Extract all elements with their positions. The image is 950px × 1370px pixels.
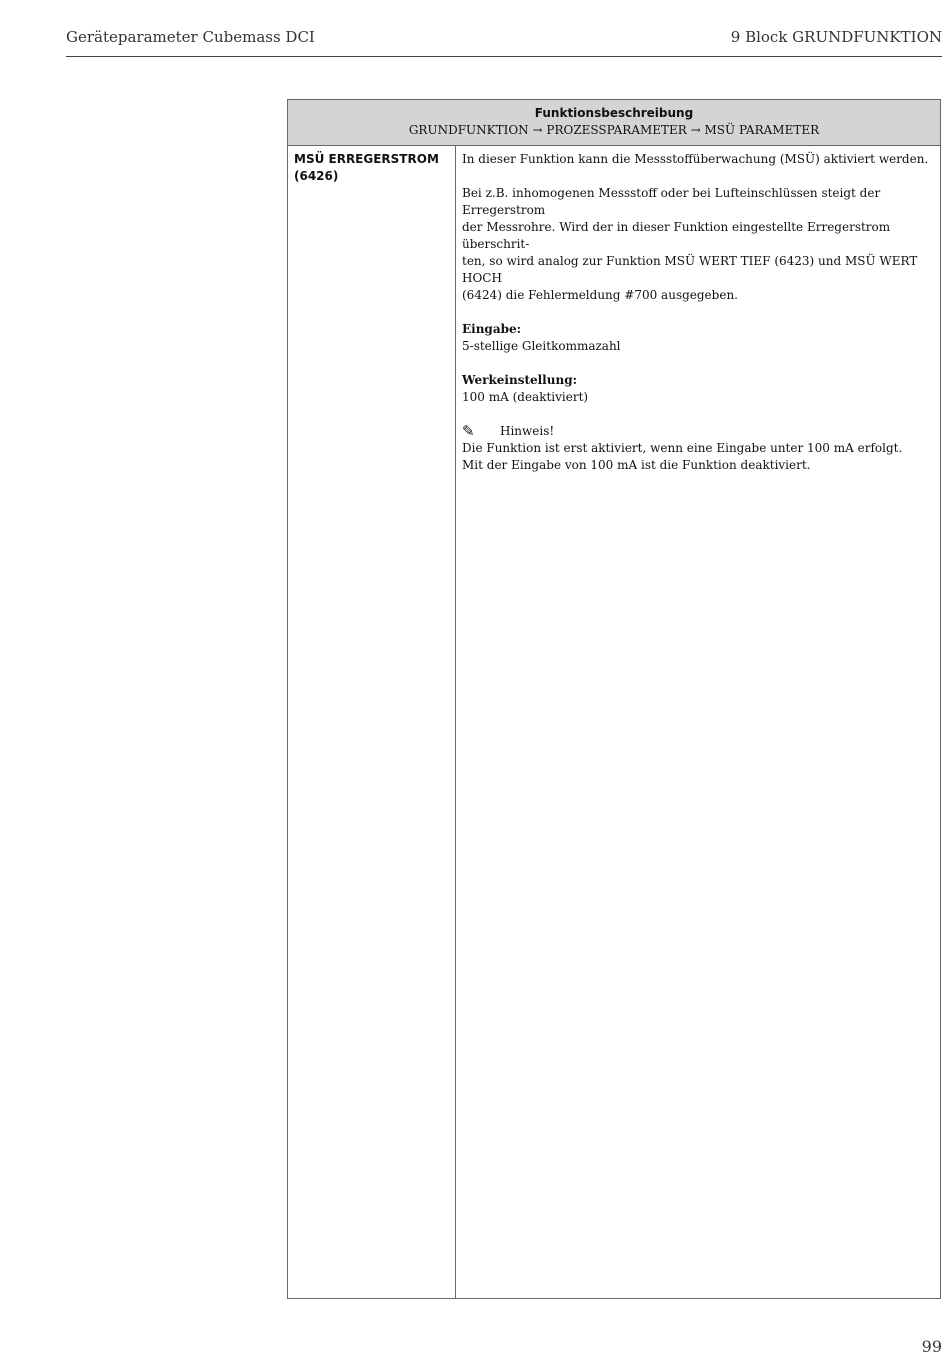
- default-label: Werkeinstellung:: [462, 373, 578, 387]
- description-line: Bei z.B. inhomogenen Messstoff oder bei Lufteinschlüssen steigt der Erregerstrom: [462, 186, 881, 217]
- page-number: 99: [921, 1337, 942, 1356]
- running-header-title: Geräteparameter Cubemass DCI: [66, 28, 315, 46]
- table-body: [288, 146, 940, 1298]
- note-line: Mit der Eingabe von 100 mA ist die Funktion deaktiviert.: [462, 458, 811, 472]
- menu-path: GRUNDFUNKTION → PROZESSPARAMETER → MSÜ PARAMETER: [408, 123, 820, 137]
- note-line: Die Funktion ist erst aktiviert, wenn eine Eingabe unter 100 mA erfolgt.: [462, 441, 903, 455]
- function-table: [287, 99, 941, 1299]
- function-code: (6426): [294, 169, 339, 183]
- function-description-cell: [456, 146, 940, 1298]
- table-heading: Funktionsbeschreibung: [534, 106, 694, 120]
- function-name-cell: [288, 146, 456, 1298]
- note-title: Hinweis!: [500, 424, 555, 438]
- description-line: (6424) die Fehlermeldung #700 ausgegeben.: [462, 288, 738, 302]
- function-name: MSÜ ERREGERSTROM: [294, 152, 439, 166]
- running-header-chapter: 9 Block GRUNDFUNKTION: [730, 28, 942, 46]
- intro-text: In dieser Funktion kann die Messstoffüberwachung (MSÜ) aktiviert werden.: [462, 152, 929, 166]
- input-value: 5-stellige Gleitkommazahl: [462, 339, 621, 353]
- note-header: [462, 423, 934, 440]
- pencil-icon: ✎: [462, 422, 475, 440]
- description-line: ten, so wird analog zur Funktion MSÜ WERT TIEF (6423) und MSÜ WERT HOCH: [462, 254, 918, 285]
- default-value: 100 mA (deaktiviert): [462, 390, 589, 404]
- description-paragraph: [462, 185, 934, 304]
- table-header: [288, 100, 940, 146]
- input-label: Eingabe:: [462, 322, 522, 336]
- default-section: [462, 372, 934, 406]
- header-rule: [66, 56, 942, 57]
- input-section: [462, 321, 934, 355]
- description-line: der Messrohre. Wird der in dieser Funktion eingestellte Erregerstrom überschrit-: [462, 220, 891, 251]
